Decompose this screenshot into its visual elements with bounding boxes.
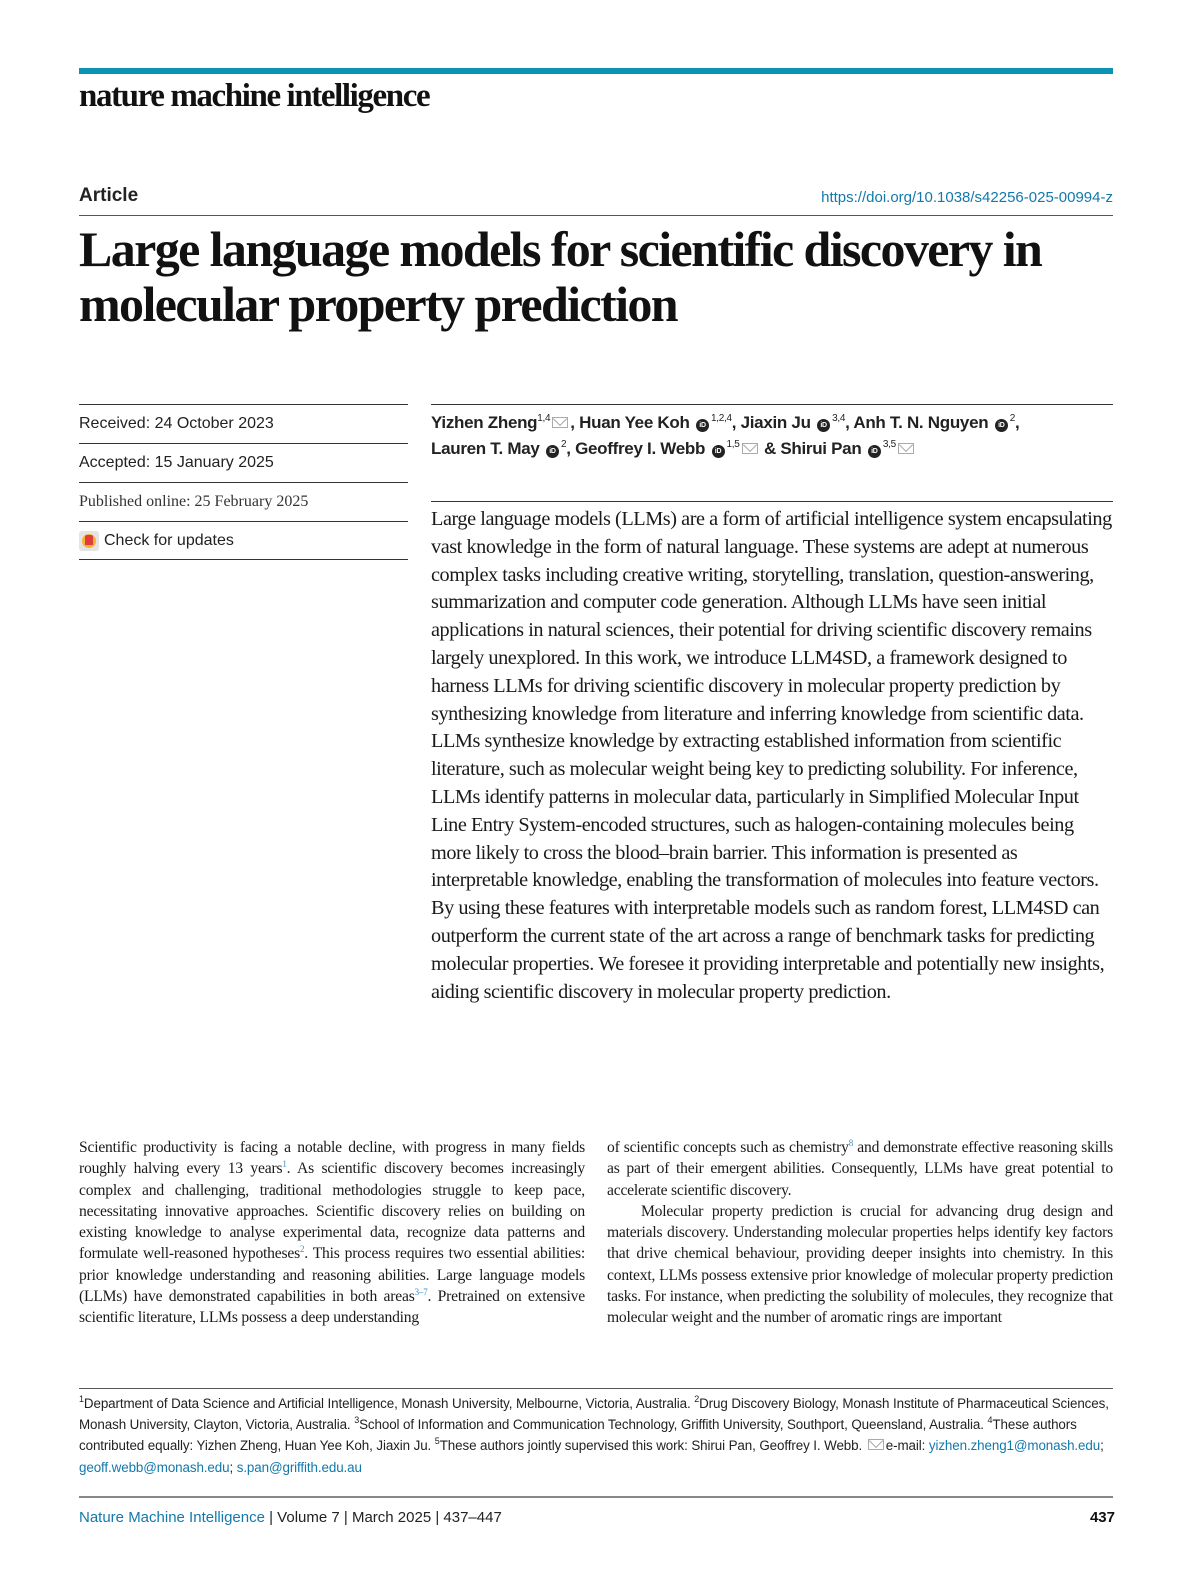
affiliation-2: Drug Discovery Biology, Monash Institute of Pharmaceutical Sciences, Monash University, Clayton, Victoria, Australia. [79,1396,1109,1433]
journal-accent-bar [79,68,1113,74]
footer-divider [79,1496,1113,1498]
affiliation-3: School of Information and Communication Technology, Griffith University, Southport, Queensland, Australia. [359,1417,988,1433]
reference-link[interactable]: 2 [299,1244,305,1255]
author-separator: & [759,439,781,458]
author-affiliation: 3,4 [832,413,846,424]
received-date: Received: 24 October 2023 [79,404,408,443]
abstract: Large language models (LLMs) are a form of artificial intelligence system encapsulating vast knowledge in the form of natural language. These systems are adept at numerous complex tasks including creative writing, storytelling, translation, question-answering, summarization and computer code generation. Although LLMs have seen initial applications in natural sciences, their potential for driving scientific discovery remains largely unexplored. In this work, we introduce LLM4SD, a framework designed to harness LLMs for driving scientific discovery in molecular property prediction by synthesizing knowledge from literature and inferring knowledge from scientific data. LLMs synthesize knowledge by extracting established information from scientific literature, such as molecular weight being key to predicting solubility. For inference, LLMs identify patterns in molecular data, particularly in Simplified Molecular Input Line Entry System-encoded structures, such as halogen-containing molecules being more likely to cross the blood–brain barrier. This information is presented as interpretable knowledge, enabling the transformation of molecules into feature vectors. By using these features with interpretable models such as random forest, LLM4SD can outperform the current state of the art across a range of benchmark tasks for predicting molecular properties. We foresee it providing interpretable and potentially new insights, aiding scientific discovery in molecular property prediction. [431,508,1112,1003]
check-for-updates-icon [79,531,99,551]
page-number: 437 [1089,1509,1115,1526]
orcid-icon[interactable]: iD [546,445,559,458]
journal-name: nature machine intelligence [79,78,430,114]
author-name[interactable]: Shirui Pan [780,439,862,458]
reference-link[interactable]: 1 [282,1159,287,1170]
article-title: Large language models for scientific discovery in molecular property prediction [79,221,1042,332]
check-for-updates-button[interactable] [79,521,408,560]
author-affiliation: 1,4 [537,413,551,424]
email-link[interactable]: geoff.webb@monash.edu [79,1459,230,1475]
doi-link[interactable]: https://doi.org/10.1038/s42256-025-00994-z [821,189,1113,206]
email-label: e-mail: [885,1438,929,1454]
author-affiliation: 2 [1009,413,1016,424]
author-affiliation: 1,2,4 [711,413,732,424]
author-affiliation: 1,5 [726,439,740,450]
author-name[interactable]: Geoffrey I. Webb [575,439,706,458]
article-type: Article [79,185,139,206]
article-dates [79,404,408,560]
affiliation-1: Department of Data Science and Artificial Intelligence, Monash University, Melbourne, Victoria, Australia. [83,1396,695,1411]
body-column-left [79,1137,585,1329]
equal-contribution-note: These authors contributed equally: Yizhen Zheng, Huan Yee Koh, Jiaxin Ju. [79,1417,1077,1454]
reference-link[interactable]: 8 [848,1138,854,1148]
orcid-icon[interactable]: iD [868,445,881,458]
email-icon[interactable] [742,443,758,454]
author-name[interactable]: Jiaxin Ju [740,413,811,432]
email-icon[interactable] [552,417,568,428]
body-paragraph: Molecular property prediction is crucial for advancing drug design and materials discovery. Understanding molecular properties helps identify key factors that drive chemical behaviour, providing deeper insights into chemistry. In this context, LLMs possess extensive prior knowledge of molecular property prediction tasks. For instance, when predicting the solubility of molecules, they recognize that molecular weight and the number of aromatic rings are important [607,1202,1113,1327]
intro-paragraph: Scientific productivity is facing a notable decline, with progress in many fields roughly halving every 13 years$^1$. As scientific discovery becomes increasingly complex and challenging, traditional methodologies struggle to keep pace, necessitating innovative approaches. Scientific discovery relies on building on existing knowledge to analyse experimental data, recognize data patterns and formulate well-reasoned hypotheses$^2$. This process requires two essential abilities: prior knowledge understanding and reasoning abilities. Large language models (LLMs) have demonstrated capabilities in both areas$^{3-7}$. Pretrained on extensive scientific literature, LLMs possess a deep understanding [79,1139,585,1327]
reference-link[interactable]: 3–7 [414,1287,428,1298]
check-for-updates-label: Check for updates [104,531,234,549]
author-list [431,410,1121,462]
header-divider [79,215,1113,216]
affiliations-footnotes: $^1$Department of Data Science and Artificial Intelligence, Monash University, Melbourne, Victoria, Australia. $^2$Drug Discovery Biology, Monash Institute of Pharmaceutical Sciences, Monash University, Clayton, Victoria, Australia. $^3$School of Information and Communication Technology, Griffith University, Southport, Queensland, Australia. $^4$These authors contributed equally: Yizhen Zheng, Huan Yee Koh, Jiaxin Ju. $^5$These authors jointly supervised this work: Shirui Pan, Geoffrey I. Webb. e-mail: yizhen.zheng1@monash.edu; geoff.webb@monash.edu; s.pan@griffith.edu.au [79,1394,1109,1475]
author-separator: , [731,413,741,432]
abstract-divider [431,501,1113,502]
author-separator: , [566,439,576,458]
footnotes-divider [79,1388,1113,1389]
orcid-icon[interactable]: iD [995,419,1008,432]
accepted-date: Accepted: 15 January 2025 [79,443,408,482]
author-separator: , [570,413,580,432]
intro-paragraph-continued: of scientific concepts such as chemistry$^8$ and demonstrate effective reasoning skills as part of their emergent abilities. Consequently, LLMs have great potential to accelerate scientific discovery. [607,1138,1113,1199]
authors-divider [431,404,1113,405]
author-separator: , [1015,413,1020,432]
author-name[interactable]: Yizhen Zheng [431,413,538,432]
author-affiliation: 2 [560,439,567,450]
email-link[interactable]: s.pan@griffith.edu.au [236,1459,362,1475]
footer-journal-link[interactable]: Nature Machine Intelligence [79,1509,265,1526]
orcid-icon[interactable]: iD [712,445,725,458]
email-link[interactable]: yizhen.zheng1@monash.edu [928,1438,1101,1454]
footer-issue-details: | Volume 7 | March 2025 | 437–447 [264,1509,502,1526]
email-icon [868,1439,884,1450]
email-icon[interactable] [898,443,914,454]
author-name[interactable]: Lauren T. May [431,439,540,458]
author-name[interactable]: Huan Yee Koh [579,413,690,432]
author-affiliation: 3,5 [882,439,896,450]
body-column-right [607,1137,1113,1329]
published-date: Published online: 25 February 2025 [79,482,408,521]
page-footer [79,1509,502,1526]
orcid-icon[interactable]: iD [696,419,709,432]
supervision-note: These authors jointly supervised this work: Shirui Pan, Geoffrey I. Webb. [439,1438,866,1454]
author-separator: , [845,413,854,432]
author-name[interactable]: Anh T. N. Nguyen [853,413,989,432]
orcid-icon[interactable]: iD [817,419,830,432]
